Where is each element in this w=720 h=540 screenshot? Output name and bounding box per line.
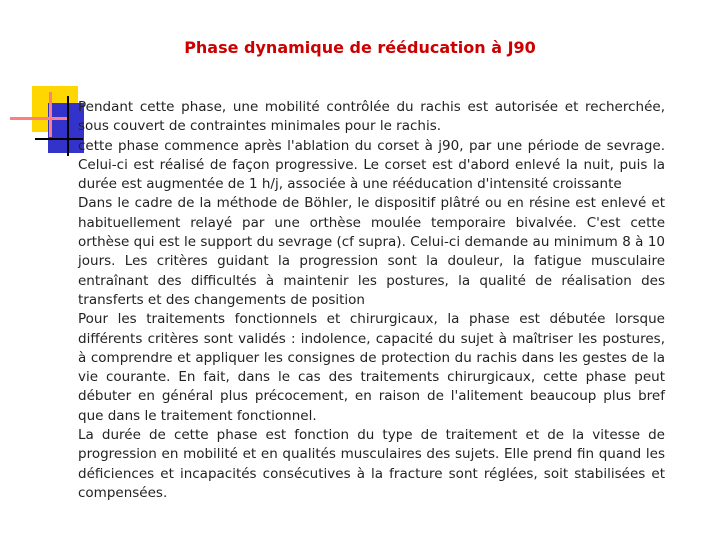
paragraph-weaning: cette phase commence après l'ablation du corset à j90, par une période de sevrage. Celui-ci est réalisé de façon progressive. Le corset est d'abord enlevé la nuit, puis la durée est augmentée de 1 h/j, associée à une rééducation d'intensité croissante <box>78 137 665 193</box>
slide-body <box>78 98 665 503</box>
pink-vertical-line-decoration <box>49 92 52 137</box>
pink-horizontal-line-decoration <box>10 117 68 120</box>
slide-title: Phase dynamique de rééducation à J90 <box>184 38 536 57</box>
paragraph-phase-duration: La durée de cette phase est fonction du type de traitement et de la vitesse de progression en mobilité et en qualités musculaires des sujets. Elle prend fin quand les déficiences et incapacités consécutives à la fracture sont réglées, soit stabilisées et compensées. <box>78 427 665 501</box>
paragraph-bohler-method: Dans le cadre de la méthode de Böhler, le dispositif plâtré ou en résine est enlevé et habituellement relayé par une orthèse moulée temporaire bivalvée. C'est cette orthèse qui est le support du sevrage (cf supra). Celui-ci demande au minimum 8 à 10 jours. Les critères guidant la progression sont la douleur, la fatigue musculaire entraînant des difficultés à maintenir les postures, la qualité de réalisation des transferts et des changements de position <box>78 195 665 308</box>
paragraph-mobility: Pendant cette phase, une mobilité contrôlée du rachis est autorisée et recherchée, sous couvert de contraintes minimales pour le rachis. <box>78 99 665 135</box>
paragraph-treatment-criteria: Pour les traitements fonctionnels et chirurgicaux, la phase est débutée lorsque différents critères sont validés : indolence, capacité du sujet à maîtriser les postures, à comprendre et appliquer les consignes de protection du rachis dans les gestes de la vie courante. En fait, dans le cas des traitements chirurgicaux, cette phase peut débuter en général plus précocement, en raison de l'alitement beaucoup plus bref que dans le traitement fonctionnel. <box>78 311 665 424</box>
black-horizontal-line-decoration <box>35 138 83 140</box>
black-vertical-line-decoration <box>67 96 69 156</box>
